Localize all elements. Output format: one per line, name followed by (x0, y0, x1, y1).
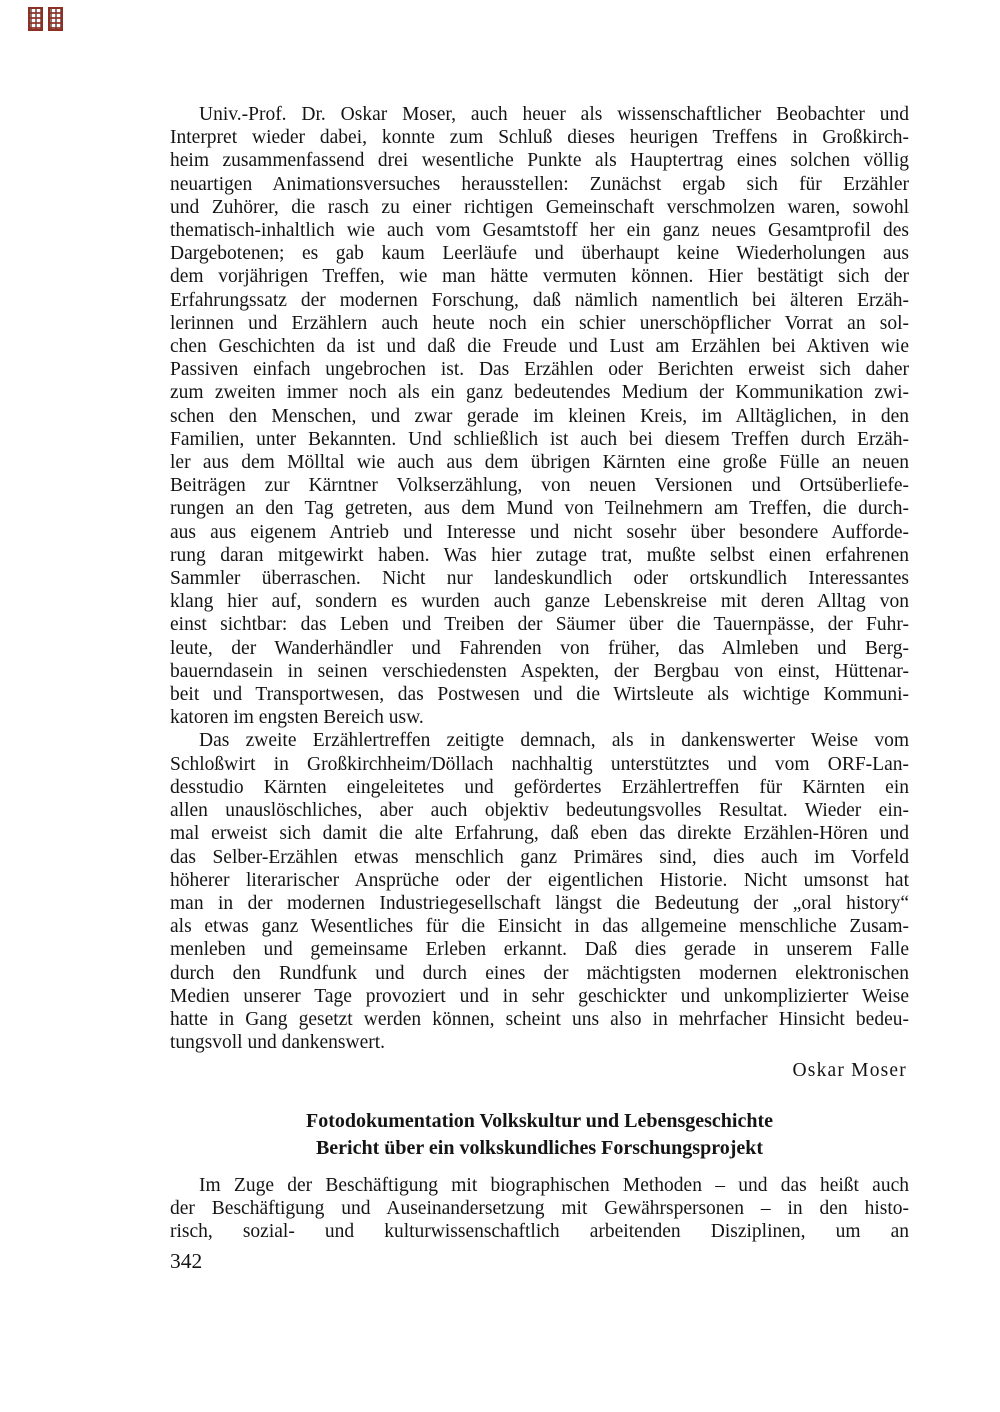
text-line: Familien, unter Bekannten. Und schließlich ist auch bei diesem Treffen durch Erzäh- (170, 428, 909, 450)
text-line: durch den Rundfunk und durch eines der mächtigsten modernen elektronischen (170, 962, 909, 984)
section-heading (170, 1108, 909, 1163)
text-line: der Beschäftigung und Auseinandersetzung mit Gewährspersonen – in den histo- (170, 1197, 909, 1219)
text-line: einst sichtbar: das Leben und Treiben der Säumer über die Tauernpässe, der Fuhr- (170, 614, 909, 636)
author-signature: Oskar Moser (792, 1060, 907, 1082)
text-line: Schloßwirt in Großkirchheim/Döllach nachhaltig unterstütztes und vom ORF-Lan- (170, 753, 909, 775)
text-line: beit und Transportwesen, das Postwesen und die Wirtsleute als wichtige Kommuni- (170, 684, 909, 706)
text-line: höherer literarischer Ansprüche oder der eigentlichen Historie. Nicht umsonst hat (170, 869, 909, 891)
text-line: Univ.-Prof. Dr. Oskar Moser, auch heuer als wissenschaftlicher Beobachter und (199, 104, 909, 125)
text-line: Medien unserer Tage provoziert und in sehr geschickter und unkomplizierter Weise (170, 985, 909, 1007)
text-line: schen den Menschen, und zwar gerade im kleinen Kreis, im Alltäglichen, in den (170, 405, 909, 427)
section-heading-line1: Fotodokumentation Volkskultur und Lebensgeschichte (306, 1109, 773, 1132)
scan-watermark (28, 7, 63, 31)
text-line: mal erweist sich damit die alte Erfahrung, daß eben das direkte Erzählen-Hören und (170, 823, 909, 845)
text-line: dem vorjährigen Treffen, wie man hätte vermuten können. Hier bestätigt sich der (170, 266, 909, 288)
text-line: katoren im engsten Bereich usw. (170, 707, 424, 729)
text-line: Erfahrungssatz der modernen Forschung, daß nämlich namentlich bei älteren Erzäh- (170, 289, 909, 311)
paragraph (170, 103, 909, 729)
text-line: klang hier auf, sondern es wurden auch ganze Lebenskreise mit deren Alltag von (170, 591, 909, 613)
paragraphs-bottom (170, 1174, 909, 1244)
text-line: rungen an den Tag getreten, aus dem Mund von Teilnehmern am Treffen, die durch- (170, 498, 909, 520)
page-number: 342 (170, 1249, 203, 1273)
text-line: als etwas ganz Wesentliches für die Einsicht in das allgemeine menschliche Zusam- (170, 916, 909, 938)
text-line: ler aus dem Mölltal wie auch aus dem übrigen Kärnten eine große Fülle an neuen (170, 452, 909, 474)
text-line: und Zuhörer, die rasch zu einer richtigen Gemeinschaft verschmolzen waren, sowohl (170, 196, 909, 218)
text-line: tungsvoll und dankenswert. (170, 1032, 386, 1054)
text-line: zum zweiten immer noch als ein ganz bedeutendes Medium der Kommunikation zwi- (170, 382, 909, 404)
stamp-mark-icon (28, 7, 43, 31)
section-heading-line2: Bericht über ein volkskundliches Forschungsprojekt (315, 1137, 764, 1160)
stamp-mark-icon (48, 7, 63, 31)
text-line: thematisch-inhaltlich wie auch vom Gesamtstoff her ein ganz neues Gesamtprofil des (170, 220, 909, 242)
paragraph (170, 729, 909, 1054)
text-line: Das zweite Erzählertreffen zeitigte demnach, als in dankenswerter Weise vom (199, 730, 909, 752)
text-line: Dargebotenen; es gab kaum Leerläufe und überhaupt keine Wiederholungen aus (170, 243, 909, 265)
text-line: Beiträgen zur Kärntner Volkserzählung, von neuen Versionen und Ortsüberliefe- (170, 475, 909, 497)
paragraph (170, 1174, 909, 1244)
text-line: allen unauslöschliches, aber auch objektiv bedeutungsvolles Resultat. Wieder ein- (170, 800, 909, 822)
article-body (170, 103, 909, 1243)
text-line: Im Zuge der Beschäftigung mit biographischen Methoden – und das heißt auch (199, 1174, 909, 1196)
text-line: heim zusammenfassend drei wesentliche Punkte als Hauptertrag eines solchen völlig (170, 150, 909, 172)
text-line: desstudio Kärnten eingeleitetes und gefördertes Erzählertreffen für Kärnten ein (170, 776, 909, 798)
text-line: chen Geschichten da ist und daß die Freude und Lust am Erzählen bei Aktiven wie (170, 336, 909, 358)
text-line: menleben und gemeinsame Erleben erkannt. Daß dies gerade in unserem Falle (170, 939, 909, 961)
text-line: rung daran mitgewirkt haben. Was hier zutage trat, mußte selbst einen erfahrenen (170, 544, 909, 566)
text-line: das Selber-Erzählen etwas menschlich ganz Primäres sind, dies auch im Vorfeld (170, 846, 909, 868)
text-line: man in der modernen Industriegesellschaft längst die Bedeutung der „oral history“ (170, 892, 909, 914)
text-line: bauerndasein in seinen verschiedensten Aspekten, der Bergbau von einst, Hüttenar- (170, 660, 909, 682)
text-line: Passiven einfach ungebrochen ist. Das Erzählen oder Berichten erweist sich daher (170, 359, 909, 381)
text-line: neuartigen Animationsversuches herausstellen: Zunächst ergab sich für Erzähler (170, 173, 909, 195)
text-line: lerinnen und Erzählern auch heute noch ein schier unerschöpflicher Vorrat an sol- (170, 312, 909, 334)
text-line: leute, der Wanderhändler und Fahrenden von früher, das Almleben und Berg- (170, 637, 909, 659)
text-line: aus aus eigenem Antrieb und Interesse und nicht sosehr über besondere Aufforde- (170, 521, 909, 543)
paragraphs-top (170, 103, 909, 1054)
text-line: risch, sozial- und kulturwissenschaftlich arbeitenden Disziplinen, um an (170, 1220, 909, 1242)
text-line: hatte in Gang gesetzt werden können, scheint uns also in mehrfacher Hinsicht bedeu- (170, 1008, 909, 1030)
text-line: Interpret wieder dabei, konnte zum Schluß dieses heurigen Treffens in Großkirch- (170, 127, 909, 149)
text-line: Sammler überraschen. Nicht nur landeskundlich oder ortskundlich Interessantes (170, 568, 909, 590)
